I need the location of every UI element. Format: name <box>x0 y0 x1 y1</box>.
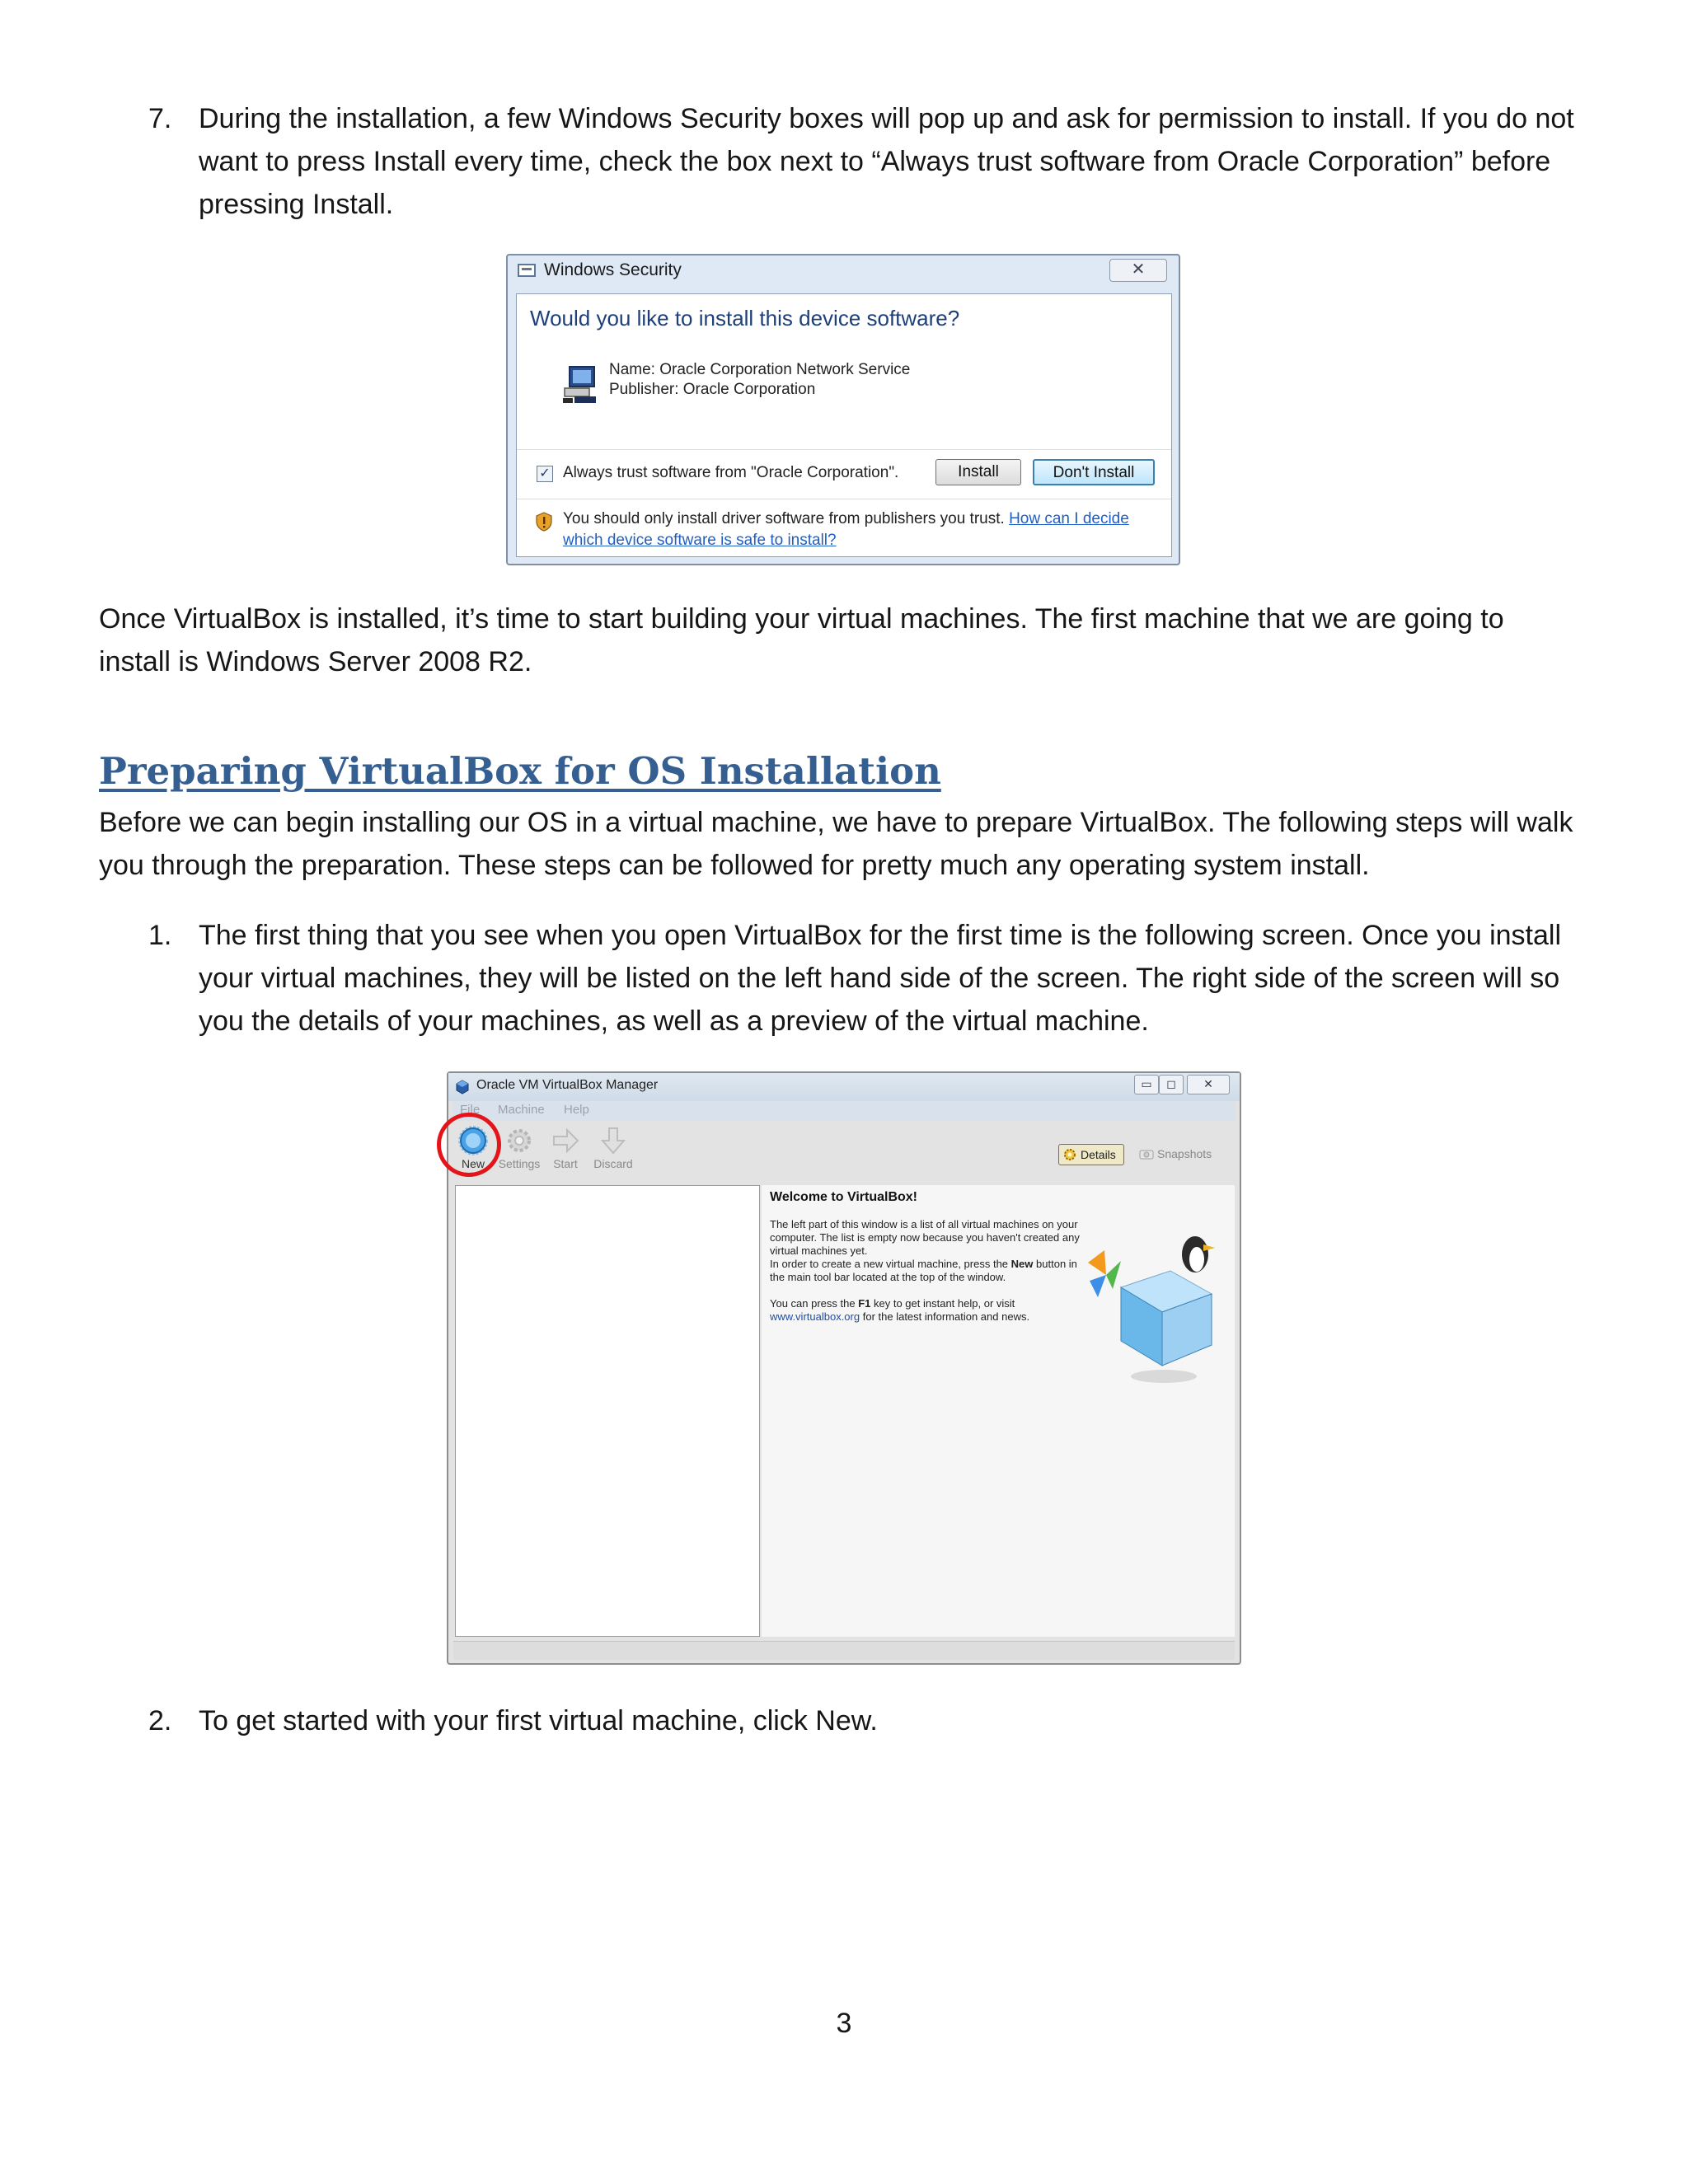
highlight-circle <box>437 1113 501 1177</box>
welcome-paragraph-2 <box>770 1258 1091 1284</box>
section-heading: Preparing VirtualBox for OS Installation <box>99 749 941 793</box>
step7-line1: During the installation, a few Windows Security boxes will pop up and ask for permission to install. If you do not <box>199 103 1574 134</box>
step7-line3: pressing Install. <box>199 189 394 220</box>
details-tab[interactable] <box>1058 1144 1124 1165</box>
window-titlebar <box>448 1073 1240 1101</box>
welcome-paragraph-3 <box>770 1297 1091 1324</box>
intro-line2: install is Windows Server 2008 R2. <box>99 646 532 677</box>
help-link[interactable]: How can I decide <box>1009 510 1129 527</box>
discard-arrow-icon <box>598 1126 628 1155</box>
welcome-text: for the latest information and news. <box>862 1310 1030 1323</box>
software-name: Name: Oracle Corporation Network Service <box>609 361 911 378</box>
details-tab-label: Details <box>1081 1148 1116 1161</box>
windows-security-dialog <box>506 254 1180 565</box>
gear-icon <box>504 1126 534 1155</box>
snapshots-tab-label: Snapshots <box>1157 1147 1212 1160</box>
section-line1: Before we can begin installing our OS in a virtual machine, we have to prepare VirtualBox. The following steps will walk <box>99 807 1573 838</box>
welcome-text: The left part of this window is a list of all virtual machines on your computer. The list is empty <box>770 1218 1078 1244</box>
menubar <box>453 1101 1235 1121</box>
step1-line2: your virtual machines, they will be listed on the left hand side of the screen. The right side of the screen will so <box>199 963 1560 994</box>
help-link-continued[interactable]: which device software is safe to install? <box>563 532 837 549</box>
dialog-body <box>516 293 1172 557</box>
new-label: New <box>461 1157 485 1170</box>
start-label: Start <box>553 1157 578 1170</box>
start-button[interactable] <box>541 1126 590 1170</box>
dialog-question: Would you like to install this device software? <box>530 306 960 330</box>
dont-install-button[interactable]: Don't Install <box>1033 459 1155 485</box>
close-button[interactable]: ✕ <box>1187 1075 1230 1094</box>
step1-number: 1. <box>148 920 172 951</box>
details-panel <box>762 1185 1235 1637</box>
welcome-text: button in the main tool bar located at the top of the window. <box>770 1258 1077 1283</box>
shield-warning-icon <box>535 512 553 532</box>
divider <box>517 449 1171 450</box>
always-trust-checkbox[interactable]: ✓ <box>537 466 553 482</box>
install-button[interactable]: Install <box>935 459 1021 485</box>
welcome-text: You can press the <box>770 1297 856 1310</box>
software-info <box>609 360 910 400</box>
welcome-text: now because you haven't created any virtual machines yet. <box>770 1231 1080 1257</box>
discard-label: Discard <box>593 1157 633 1170</box>
welcome-paragraph-1 <box>770 1218 1091 1258</box>
step2-text: To get started with your first virtual machine, click New. <box>199 1705 878 1736</box>
virtualbox-logo-icon <box>455 1080 470 1094</box>
virtualbox-manager-window <box>447 1071 1241 1665</box>
dialog-title: Windows Security <box>544 260 682 279</box>
new-button[interactable] <box>448 1126 498 1170</box>
step7-line2: want to press Install every time, check the box next to “Always trust software from Oracle Corporation” before <box>199 146 1551 177</box>
always-trust-label[interactable]: Always trust software from "Oracle Corporation". <box>563 464 899 481</box>
close-button[interactable]: ✕ <box>1109 259 1167 282</box>
details-gear-icon <box>1063 1148 1076 1161</box>
warning-text: You should only install driver software from publishers you trust. <box>563 510 1005 527</box>
welcome-text: key to get instant help, or visit <box>874 1297 1015 1310</box>
camera-icon <box>1139 1148 1154 1160</box>
snapshots-tab[interactable] <box>1136 1144 1218 1165</box>
vm-list-panel[interactable] <box>455 1185 760 1637</box>
section-line2: you through the preparation. These steps can be followed for pretty much any operating system install. <box>99 850 1370 881</box>
welcome-bold-new: New <box>1010 1258 1034 1270</box>
warning-message <box>563 509 1165 551</box>
menu-machine[interactable]: Machine <box>498 1103 545 1117</box>
dialog-titlebar <box>508 255 1179 285</box>
intro-line1: Once VirtualBox is installed, it’s time to start building your virtual machines. The first machine that we are going to <box>99 603 1504 635</box>
step7-number: 7. <box>148 103 172 134</box>
settings-label: Settings <box>498 1157 541 1170</box>
discard-button[interactable] <box>588 1126 638 1170</box>
welcome-text: In order to create a new virtual machine, press the <box>770 1258 1009 1270</box>
menu-help[interactable]: Help <box>564 1103 589 1117</box>
welcome-title: Welcome to VirtualBox! <box>770 1190 917 1204</box>
device-software-icon <box>563 365 599 405</box>
software-publisher: Publisher: Oracle Corporation <box>609 381 816 398</box>
minimize-button[interactable]: ▭ <box>1134 1075 1159 1094</box>
welcome-bold-f1: F1 <box>858 1297 871 1310</box>
menu-file[interactable]: File <box>460 1103 481 1117</box>
virtualbox-website-link[interactable]: www.virtualbox.org <box>770 1310 860 1323</box>
virtualbox-mascot-illustration <box>1071 1230 1228 1394</box>
window-icon <box>518 264 536 277</box>
page-number: 3 <box>836 2008 852 2039</box>
step1-line1: The first thing that you see when you open VirtualBox for the first time is the following screen. Once you install <box>199 920 1562 951</box>
start-arrow-icon <box>551 1126 580 1155</box>
window-title: Oracle VM VirtualBox Manager <box>476 1078 659 1092</box>
maximize-button[interactable]: ◻ <box>1159 1075 1184 1094</box>
settings-button[interactable] <box>495 1126 544 1170</box>
step1-line3: you the details of your machines, as well as a preview of the virtual machine. <box>199 1005 1149 1037</box>
status-bar <box>453 1641 1235 1660</box>
step2-number: 2. <box>148 1705 172 1736</box>
